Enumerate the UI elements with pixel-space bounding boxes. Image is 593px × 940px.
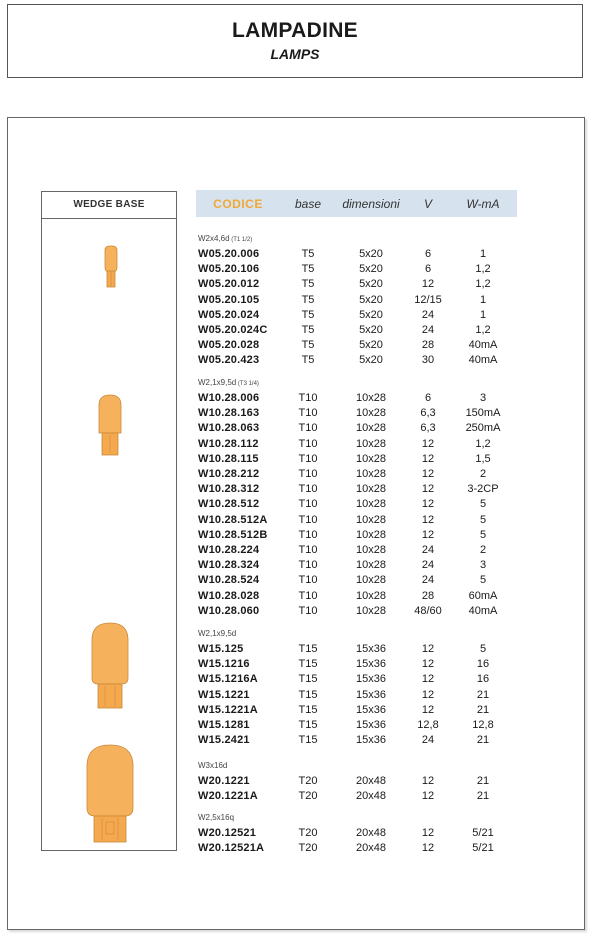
col-codice: CODICE: [213, 197, 263, 211]
cell-base: T10: [298, 407, 318, 420]
cell-w: 40mA: [468, 354, 498, 367]
cell-dim: 5x20: [359, 324, 383, 336]
cell-w: 3: [479, 392, 487, 404]
cell-v: 12: [421, 643, 435, 655]
cell-code: W20.12521A: [198, 842, 265, 855]
cell-code: W10.28.006: [198, 392, 260, 404]
cell-dim: 10x28: [356, 589, 386, 602]
cell-w: 1,2: [475, 278, 491, 291]
cell-v: 12: [421, 775, 435, 787]
wedge-base-title: WEDGE BASE: [42, 192, 176, 219]
cell-v: 6: [424, 392, 432, 404]
cell-base: T5: [301, 278, 315, 291]
cell-dim: 15x36: [356, 734, 386, 747]
col-wma: W-mA: [466, 197, 500, 211]
t15-bulb-image: [86, 620, 134, 712]
cell-v: 12: [421, 452, 435, 465]
cell-code: W10.28.212: [198, 468, 260, 480]
cell-base: T15: [298, 703, 318, 716]
cell-code: W10.28.028: [198, 589, 260, 602]
cell-base: T10: [298, 528, 318, 541]
cell-w: 40mA: [468, 339, 498, 352]
cell-code: W15.2421: [198, 734, 250, 747]
cell-w: 2: [479, 468, 487, 480]
cell-dim: 10x28: [356, 392, 386, 404]
cell-dim: 15x36: [356, 719, 386, 731]
cell-w: 21: [476, 734, 490, 747]
cell-w: 3: [479, 559, 487, 572]
cell-code: W15.1221A: [198, 703, 258, 716]
group-socket: W3x16d: [198, 761, 228, 770]
cell-v: 12: [421, 790, 435, 803]
group-label: [198, 761, 227, 770]
col-v: V: [423, 197, 432, 211]
cell-base: T15: [298, 643, 318, 655]
cell-code: W05.20.423: [198, 354, 260, 367]
group-socket: W2,1x9,5d: [198, 629, 237, 638]
cell-w: 21: [476, 775, 490, 787]
cell-w: 250mA: [465, 422, 501, 435]
cell-v: 6: [424, 263, 432, 276]
cell-w: 5: [479, 574, 487, 587]
cell-v: 12: [421, 842, 435, 855]
cell-base: T20: [298, 842, 318, 855]
cell-w: 21: [476, 703, 490, 716]
cell-dim: 10x28: [356, 407, 386, 420]
cell-base: T10: [298, 604, 318, 617]
cell-code: W10.28.112: [198, 437, 259, 450]
cell-code: W15.1216: [198, 658, 250, 671]
cell-dim: 15x36: [356, 688, 386, 701]
cell-v: 12: [421, 658, 435, 671]
cell-base: T5: [301, 339, 315, 352]
cell-code: W10.28.224: [198, 544, 260, 556]
page-title: LAMPADINE: [232, 19, 358, 42]
cell-dim: 20x48: [356, 775, 386, 787]
group-label: [198, 629, 236, 638]
cell-base: T10: [298, 392, 318, 404]
cell-dim: 10x28: [356, 468, 386, 480]
cell-code: W20.1221: [198, 775, 250, 787]
cell-v: 24: [421, 324, 435, 336]
cell-code: W10.28.524: [198, 574, 260, 587]
cell-v: 24: [421, 574, 435, 587]
cell-w: 5/21: [472, 842, 494, 855]
cell-code: W05.20.105: [198, 293, 260, 306]
cell-code: W10.28.060: [198, 604, 260, 617]
cell-code: W10.28.512B: [198, 528, 268, 541]
cell-dim: 10x28: [356, 604, 386, 617]
cell-v: 6,3: [420, 407, 436, 420]
page-subtitle: LAMPS: [270, 46, 320, 62]
cell-base: T20: [298, 790, 318, 803]
cell-v: 12,8: [417, 719, 439, 731]
cell-w: 12,8: [472, 719, 494, 731]
cell-w: 5/21: [472, 827, 494, 839]
cell-base: T10: [298, 483, 318, 496]
cell-base: T5: [301, 293, 315, 306]
cell-w: 1,2: [475, 263, 491, 276]
cell-w: 16: [476, 658, 490, 671]
cell-base: T10: [298, 498, 318, 511]
cell-w: 1: [479, 248, 487, 260]
cell-dim: 10x28: [356, 422, 386, 435]
cell-v: 28: [421, 339, 435, 352]
cell-v: 12: [421, 827, 435, 839]
cell-dim: 10x28: [356, 452, 386, 465]
t5-bulb-image: [102, 244, 120, 290]
cell-dim: 10x28: [356, 513, 386, 526]
cell-v: 12: [421, 703, 435, 716]
cell-dim: 15x36: [356, 643, 386, 655]
cell-v: 6: [424, 248, 432, 260]
t20-bulb-image: [82, 742, 138, 846]
cell-code: W20.12521: [198, 827, 257, 839]
cell-base: T15: [298, 673, 318, 686]
cell-base: T15: [298, 658, 318, 671]
cell-dim: 10x28: [356, 483, 386, 496]
cell-w: 1,2: [475, 324, 491, 336]
col-base: base: [294, 197, 322, 211]
cell-base: T5: [301, 248, 315, 260]
cell-base: T20: [298, 775, 318, 787]
group-socket: W2,1x9,5d: [198, 378, 237, 387]
cell-base: T10: [298, 468, 318, 480]
cell-code: W10.28.512: [198, 498, 260, 511]
cell-w: 5: [479, 498, 487, 511]
cell-base: T10: [298, 544, 318, 556]
table-header: [196, 190, 517, 217]
cell-dim: 10x28: [356, 559, 386, 572]
cell-v: 12: [421, 278, 435, 291]
cell-w: 5: [479, 528, 487, 541]
cell-v: 12: [421, 468, 435, 480]
group-note: (T3 1/4): [236, 381, 259, 387]
cell-dim: 10x28: [356, 574, 386, 587]
cell-v: 24: [421, 308, 435, 321]
cell-base: T10: [298, 422, 318, 435]
cell-base: T10: [298, 437, 318, 450]
cell-base: T10: [298, 513, 318, 526]
cell-code: W10.28.163: [198, 407, 260, 420]
cell-v: 12: [421, 688, 435, 701]
cell-dim: 5x20: [359, 339, 383, 352]
cell-w: 16: [476, 673, 490, 686]
cell-base: T20: [298, 827, 318, 839]
cell-v: 24: [421, 544, 435, 556]
cell-code: W15.1216A: [198, 673, 258, 686]
cell-w: 5: [479, 643, 487, 655]
group-label: [198, 378, 259, 387]
cell-dim: 20x48: [356, 842, 386, 855]
t10-bulb-image: [94, 393, 126, 459]
cell-w: 21: [476, 688, 490, 701]
cell-base: T10: [298, 452, 318, 465]
col-dimensioni: dimensioni: [342, 197, 400, 211]
page-header: [7, 4, 583, 78]
cell-w: 3-2CP: [467, 483, 499, 496]
cell-w: 1: [479, 308, 487, 321]
cell-code: W05.20.028: [198, 339, 260, 352]
cell-base: T10: [298, 589, 318, 602]
cell-code: W05.20.006: [198, 248, 260, 260]
cell-code: W10.28.324: [198, 559, 260, 572]
cell-v: 6,3: [420, 422, 436, 435]
group-socket: W2x4,6d: [198, 234, 230, 243]
cell-w: 60mA: [468, 589, 498, 602]
cell-v: 12: [421, 528, 435, 541]
group-label: [198, 234, 252, 243]
cell-base: T15: [298, 688, 318, 701]
cell-dim: 5x20: [359, 248, 383, 260]
cell-dim: 20x48: [356, 790, 386, 803]
cell-w: 1: [479, 293, 487, 306]
cell-code: W20.1221A: [198, 790, 258, 803]
cell-dim: 5x20: [359, 308, 383, 321]
cell-w: 40mA: [468, 604, 498, 617]
cell-base: T15: [298, 719, 318, 731]
cell-code: W10.28.312: [198, 483, 260, 496]
cell-base: T5: [301, 324, 315, 336]
cell-code: W10.28.115: [198, 452, 259, 465]
cell-dim: 20x48: [356, 827, 386, 839]
cell-dim: 5x20: [359, 354, 383, 367]
cell-w: 150mA: [465, 407, 501, 420]
cell-v: 12: [421, 673, 435, 686]
cell-dim: 15x36: [356, 658, 386, 671]
cell-code: W05.20.024: [198, 308, 260, 321]
cell-dim: 5x20: [359, 263, 383, 276]
cell-v: 30: [421, 354, 435, 367]
cell-dim: 10x28: [356, 437, 386, 450]
cell-v: 12: [421, 513, 435, 526]
cell-v: 12/15: [414, 293, 442, 306]
cell-v: 12: [421, 483, 435, 496]
cell-dim: 5x20: [359, 278, 383, 291]
cell-code: W05.20.106: [198, 263, 260, 276]
cell-code: W15.1221: [198, 688, 250, 701]
cell-v: 24: [421, 559, 435, 572]
cell-dim: 15x36: [356, 673, 386, 686]
cell-w: 1,5: [475, 452, 491, 465]
cell-w: 1,2: [475, 437, 491, 450]
cell-code: W15.1281: [198, 719, 250, 731]
cell-code: W05.20.024C: [198, 324, 268, 336]
cell-w: 2: [479, 544, 487, 556]
cell-v: 12: [421, 498, 435, 511]
cell-v: 28: [421, 589, 435, 602]
group-socket: W2,5x16q: [198, 813, 235, 822]
cell-code: W15.125: [198, 643, 244, 655]
cell-code: W10.28.063: [198, 422, 260, 435]
cell-base: T15: [298, 734, 318, 747]
cell-code: W05.20.012: [198, 278, 260, 291]
cell-base: T5: [301, 263, 315, 276]
cell-base: T5: [301, 354, 315, 367]
cell-v: 24: [421, 734, 435, 747]
cell-dim: 10x28: [356, 498, 386, 511]
group-note: (T1 1/2): [229, 237, 253, 243]
cell-dim: 10x28: [356, 544, 386, 556]
cell-base: T5: [301, 308, 315, 321]
cell-w: 5: [479, 513, 487, 526]
cell-base: T10: [298, 559, 318, 572]
cell-v: 48/60: [414, 604, 442, 617]
cell-w: 21: [476, 790, 490, 803]
cell-dim: 15x36: [356, 703, 386, 716]
group-label: [198, 813, 234, 822]
cell-base: T10: [298, 574, 318, 587]
cell-v: 12: [421, 437, 435, 450]
cell-dim: 5x20: [359, 293, 383, 306]
cell-dim: 10x28: [356, 528, 386, 541]
cell-code: W10.28.512A: [198, 513, 268, 526]
